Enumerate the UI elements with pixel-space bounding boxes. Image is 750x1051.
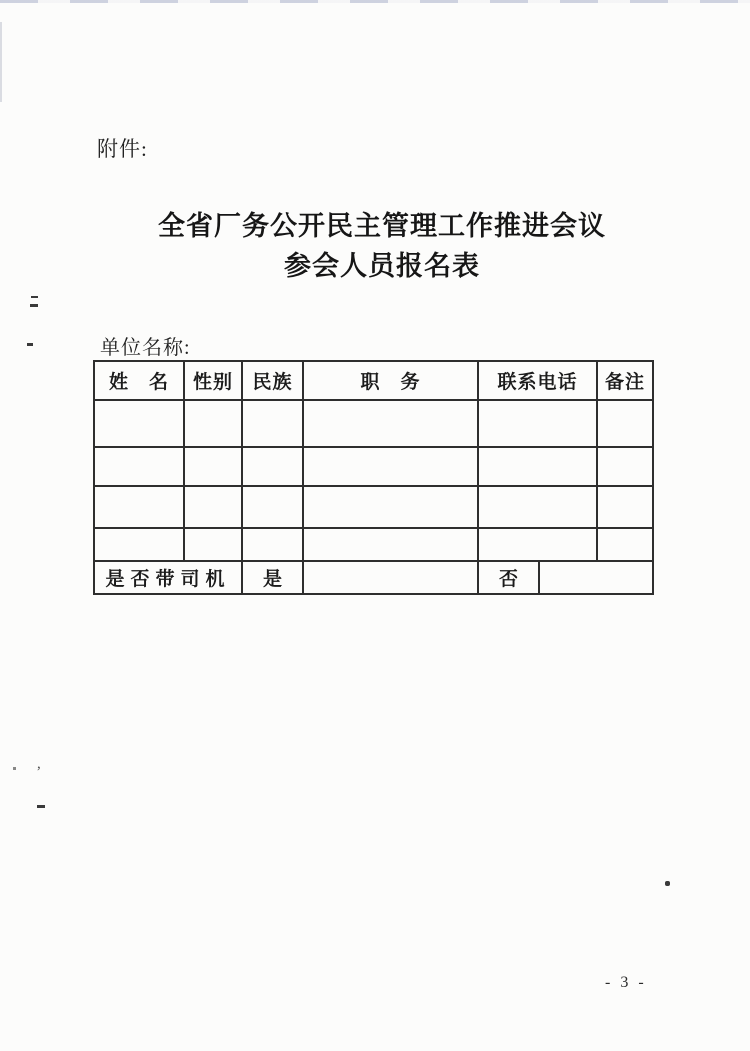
scan-artifact-left-edge bbox=[0, 22, 2, 102]
header-gender: 性别 bbox=[184, 361, 242, 400]
header-remarks: 备注 bbox=[597, 361, 653, 400]
registration-form-table bbox=[93, 360, 654, 595]
document-title-line1: 全省厂务公开民主管理工作推进会议 bbox=[158, 211, 606, 241]
scan-artifact-speck bbox=[665, 881, 670, 886]
driver-no-cell bbox=[539, 561, 653, 594]
table-row bbox=[94, 528, 653, 561]
document-title bbox=[0, 206, 750, 286]
table-cell bbox=[478, 486, 597, 528]
driver-yes-label: 是 bbox=[242, 561, 303, 594]
table-cell bbox=[597, 447, 653, 486]
driver-no-label: 否 bbox=[478, 561, 539, 594]
header-name: 姓 名 bbox=[94, 361, 184, 400]
table-cell bbox=[242, 528, 303, 561]
scan-artifact-speck bbox=[37, 805, 45, 808]
table-cell bbox=[242, 486, 303, 528]
table-cell bbox=[242, 400, 303, 447]
table-cell bbox=[303, 400, 478, 447]
table-cell bbox=[478, 400, 597, 447]
table-cell bbox=[303, 486, 478, 528]
table-cell bbox=[597, 486, 653, 528]
table-cell bbox=[184, 486, 242, 528]
scan-artifact-speck bbox=[27, 343, 33, 346]
table-cell bbox=[94, 486, 184, 528]
table-cell bbox=[303, 447, 478, 486]
document-title-line2: 参会人员报名表 bbox=[284, 251, 480, 281]
table-cell bbox=[242, 447, 303, 486]
table-header-row bbox=[94, 361, 653, 400]
scan-artifact-speck bbox=[31, 296, 38, 298]
attachment-label: 附件: bbox=[97, 137, 148, 161]
table-cell bbox=[94, 447, 184, 486]
header-position: 职 务 bbox=[303, 361, 478, 400]
driver-row bbox=[94, 561, 653, 594]
table-cell bbox=[184, 400, 242, 447]
table-row bbox=[94, 447, 653, 486]
driver-question-label: 是否带司机 bbox=[94, 561, 242, 594]
table-cell bbox=[478, 447, 597, 486]
table-cell bbox=[94, 528, 184, 561]
page-number: - 3 - bbox=[605, 974, 647, 991]
table-cell bbox=[597, 400, 653, 447]
scan-artifact-speck bbox=[13, 767, 16, 770]
scan-artifact-mark: , bbox=[37, 756, 41, 772]
header-phone: 联系电话 bbox=[478, 361, 597, 400]
table-cell bbox=[303, 528, 478, 561]
scan-artifact-top-edge bbox=[0, 0, 750, 3]
scan-artifact-speck bbox=[30, 304, 38, 307]
header-ethnicity: 民族 bbox=[242, 361, 303, 400]
driver-yes-cell bbox=[303, 561, 478, 594]
table-row bbox=[94, 400, 653, 447]
unit-name-label: 单位名称: bbox=[100, 337, 191, 359]
participants-table bbox=[93, 360, 654, 562]
table-cell bbox=[94, 400, 184, 447]
table-cell bbox=[597, 528, 653, 561]
table-row bbox=[94, 486, 653, 528]
table-cell bbox=[478, 528, 597, 561]
table-cell bbox=[184, 447, 242, 486]
driver-row-table bbox=[93, 560, 654, 595]
table-cell bbox=[184, 528, 242, 561]
